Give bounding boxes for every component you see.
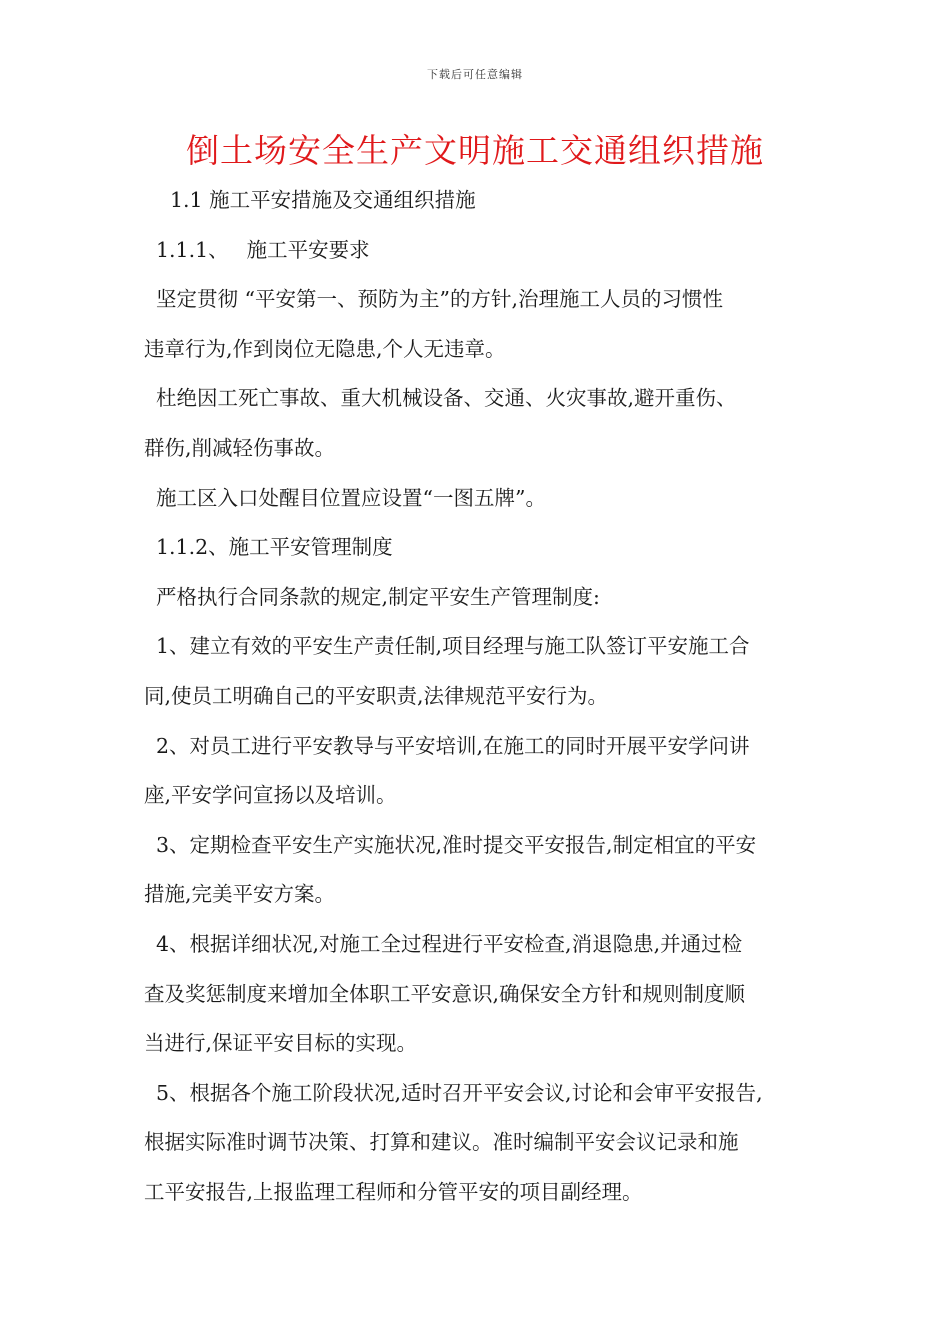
- paragraph-line: 严格执行合同条款的规定,制定平安生产管理制度:: [156, 584, 600, 609]
- list-item-line: 1、建立有效的平安生产责任制,项目经理与施工队签订平安施工合: [156, 634, 750, 659]
- list-item-line: 同,使员工明确自己的平安职责,法律规范平安行为。: [144, 683, 609, 708]
- section-heading-1-1: 1.1 施工平安措施及交通组织措施: [170, 188, 476, 212]
- paragraph-line: 施工区入口处醒目位置应设置“一图五牌”。: [156, 485, 546, 510]
- section-title: 施工平安要求: [246, 237, 370, 262]
- list-item-line: 3、定期检查平安生产实施状况,准时提交平安报告,制定相宜的平安: [156, 832, 757, 857]
- section-heading-1-1-1: [144, 226, 812, 276]
- section-heading-1-1-2: 1.1.2、施工平安管理制度: [156, 535, 393, 560]
- document-title: 倒土场安全生产文明施工交通组织措施: [186, 131, 764, 170]
- list-item-line: 2、对员工进行平安教导与平安培训,在施工的同时开展平安学问讲: [156, 733, 750, 758]
- header-note: 下载后可任意编辑: [427, 68, 523, 81]
- list-item-line: 根据实际准时调节决策、打算和建议。准时编制平安会议记录和施: [144, 1130, 739, 1155]
- list-item-line: 座,平安学问宣扬以及培训。: [144, 783, 397, 808]
- paragraph-line: 违章行为,作到岗位无隐患,个人无违章。: [144, 336, 506, 361]
- section-number: 1.1.1、: [156, 237, 229, 262]
- paragraph-line: 群伤,削减轻伤事故。: [144, 435, 336, 460]
- paragraph-line: 杜绝因工死亡事故、重大机械设备、交通、火灾事故,避开重伤、: [156, 386, 737, 411]
- list-item-line: 5、根据各个施工阶段状况,适时召开平安会议,讨论和会审平安报告,: [156, 1080, 763, 1105]
- list-item-line: 4、根据详细状况,对施工全过程进行平安检查,消退隐患,并通过检: [156, 931, 743, 956]
- list-item-line: 工平安报告,上报监理工程师和分管平安的项目副经理。: [144, 1179, 643, 1204]
- document-body: [144, 176, 812, 1217]
- list-item-line: 当进行,保证平安目标的实现。: [144, 1031, 418, 1056]
- list-item-line: 查及奖惩制度来增加全体职工平安意识,确保安全方针和规则制度顺: [144, 981, 746, 1006]
- paragraph-line: 坚定贯彻 “平安第一、预防为主”的方针,治理施工人员的习惯性: [156, 287, 723, 312]
- list-item-line: 措施,完美平安方案。: [144, 882, 336, 907]
